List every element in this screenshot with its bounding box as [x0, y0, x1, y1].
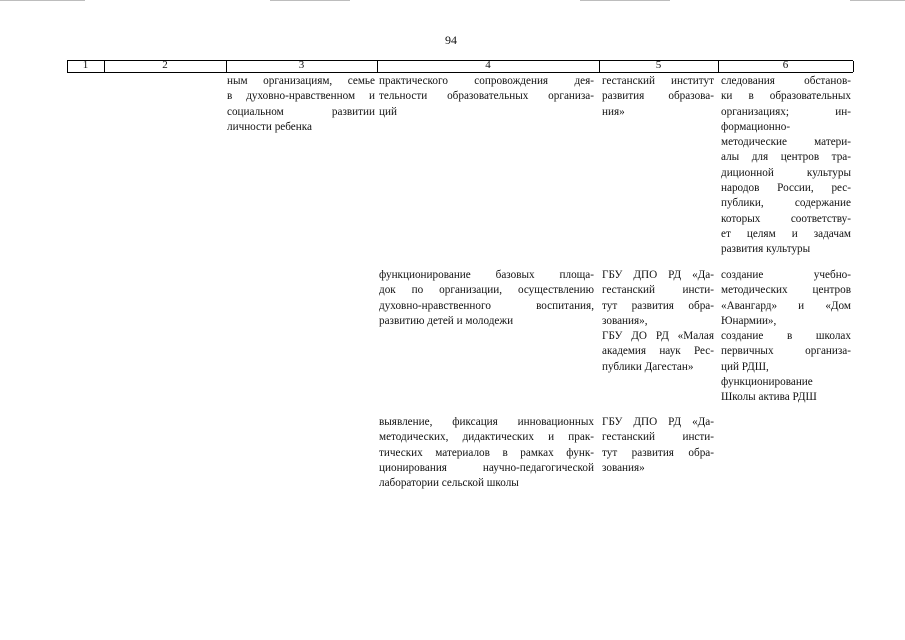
text-line: в духовно-нравственном и — [227, 90, 375, 103]
text-line: зования», — [602, 314, 648, 327]
text-line: диционной культуры — [721, 166, 851, 179]
text-line: ГБУ ДПО РД «Да- — [602, 269, 714, 281]
text-line: лаборатории сельской школы — [379, 477, 519, 490]
column-number-1: 1 — [82, 59, 89, 71]
text-line: публики, содержание — [721, 197, 851, 210]
scan-line — [270, 0, 350, 1]
scan-line — [850, 0, 905, 1]
text-line: народов России, рес- — [721, 182, 851, 195]
scan-line — [580, 0, 670, 1]
text-line: ки в образовательных — [721, 90, 851, 103]
text-line: зования» — [602, 461, 645, 474]
text-line: организациях; ин- — [721, 105, 851, 118]
text-line: первичных организа- — [721, 345, 851, 358]
row1-col4-text — [379, 74, 594, 120]
header-divider — [853, 61, 854, 72]
text-line: ным организациям, семье — [227, 75, 375, 87]
text-line: тут развития обра- — [602, 446, 714, 459]
text-line: духовно-нравственного воспитания, — [379, 299, 594, 312]
text-line: личности ребенка — [227, 120, 312, 133]
text-line: которых соответству- — [721, 212, 851, 225]
text-line: алы для центров тра- — [721, 151, 851, 164]
text-line: методических, дидактических и прак- — [379, 431, 594, 444]
row2-col4-text — [379, 268, 594, 329]
text-line: методические матери- — [721, 136, 851, 149]
text-line: Юнармии», — [721, 314, 777, 327]
text-line: Школы актива РДШ — [721, 391, 817, 404]
text-line: гестанский инсти- — [602, 431, 714, 444]
text-line: док по организации, осуществлению — [379, 284, 594, 297]
column-number-6: 6 — [782, 59, 789, 71]
text-line: развития образова- — [602, 90, 714, 103]
row1-col6-text — [721, 74, 851, 258]
row1-col5-text — [602, 74, 714, 120]
text-line: ГБУ ДО РД «Малая — [602, 330, 714, 343]
text-line: ГБУ ДПО РД «Да- — [602, 416, 714, 428]
row2-col5-text — [602, 268, 714, 375]
text-line: функционирование — [721, 376, 813, 389]
column-number-4: 4 — [485, 59, 491, 71]
text-line: академия наук Рес- — [602, 345, 714, 358]
row2-col6-text — [721, 268, 851, 406]
text-line: «Авангард» и «Дом — [721, 299, 851, 312]
text-line: следования обстанов- — [721, 75, 851, 87]
text-line: гестанский институт — [602, 75, 714, 87]
text-line: тельности образовательных организа- — [379, 90, 594, 103]
text-line: формационно- — [721, 120, 791, 133]
text-line: выявление, фиксация инновационных — [379, 416, 594, 428]
scan-line — [0, 0, 85, 1]
text-line: ций — [379, 105, 397, 118]
text-line: гестанский инсти- — [602, 284, 714, 297]
text-line: ций РДШ, — [721, 360, 769, 373]
text-line: создание учебно- — [721, 269, 851, 281]
text-line: создание в школах — [721, 330, 851, 343]
text-line: развития культуры — [721, 243, 811, 256]
text-line: социальном развитии — [227, 105, 375, 118]
row3-col5-text — [602, 415, 714, 476]
row1-col3-text — [227, 74, 375, 135]
text-line: практического сопровождения дея- — [379, 75, 594, 87]
text-line: функционирование базовых площа- — [379, 269, 594, 281]
text-line: ния» — [602, 105, 625, 118]
column-number-2: 2 — [162, 59, 168, 71]
row3-col4-text — [379, 415, 594, 491]
text-line: тут развития обра- — [602, 299, 714, 312]
header-bottom-rule — [67, 72, 853, 73]
text-line: публики Дагестан» — [602, 360, 694, 373]
text-line: методических центров — [721, 284, 851, 297]
text-line: тических материалов в рамках функ- — [379, 446, 594, 459]
text-line: развитию детей и молодежи — [379, 314, 514, 327]
text-line: ет целям и задачам — [721, 227, 851, 240]
column-number-5: 5 — [655, 59, 662, 71]
column-number-3: 3 — [298, 59, 305, 71]
page-number: 94 — [445, 33, 457, 47]
text-line: ционирования научно-педагогической — [379, 461, 594, 474]
